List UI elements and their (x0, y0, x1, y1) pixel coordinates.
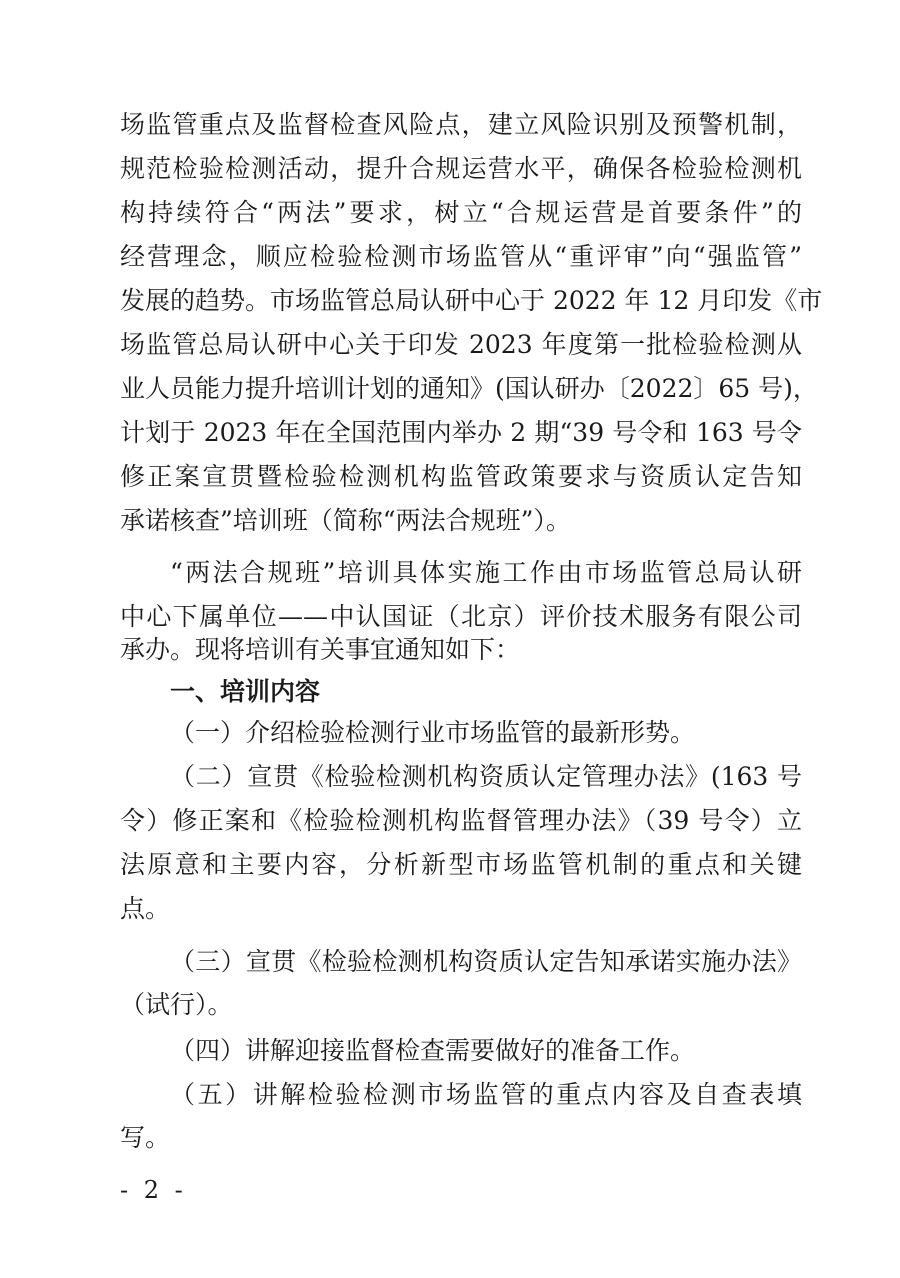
text-line: 计划于 2023 年在全国范围内举办 2 期“39 号令和 163 号令 (120, 418, 802, 447)
text-line: 修正案宣贯暨检验检测机构监管政策要求与资质认定告知 (120, 462, 802, 491)
text-line: 写。 (120, 1123, 171, 1152)
text-line: 场监管总局认研中心关于印发 2023 年度第一批检验检测从 (120, 330, 802, 359)
section-heading: 一、培训内容 (170, 677, 321, 706)
text-line: （试行）。 (120, 990, 233, 1019)
text-line: 承诺核查”培训班（简称“两法合规班”）。 (120, 506, 571, 535)
text-line: 承办。现将培训有关事宜通知如下： (120, 635, 521, 664)
text-line: 法原意和主要内容，分析新型市场监管机制的重点和关键 (120, 850, 802, 879)
text-line: 经营理念，顺应检验检测市场监管从“重评审”向“强监管” (120, 242, 802, 271)
text-line: （二）宣贯《检验检测机构资质认定管理办法》(163 号 (170, 762, 802, 791)
text-line: 构持续符合“两法”要求，树立“合规运营是首要条件”的 (120, 198, 802, 227)
text-line: “两法合规班”培训具体实施工作由市场监管总局认研 (170, 558, 802, 587)
text-line: 规范检验检测活动，提升合规运营水平，确保各检验检测机 (120, 154, 802, 183)
text-line: 令）修正案和《检验检测机构监督管理办法》（39 号令）立 (120, 806, 802, 835)
text-line: 发展的趋势。市场监管总局认研中心于 2022 年 12 月印发《市 (120, 286, 823, 315)
text-line: （一）介绍检验检测行业市场监管的最新形势。 (170, 718, 696, 747)
text-line: 业人员能力提升培训计划的通知》(国认研办〔2022〕65 号)， (120, 374, 818, 403)
text-line: （五）讲解检验检测市场监管的重点内容及自查表填 (170, 1080, 802, 1109)
text-line: 场监管重点及监督检查风险点，建立风险识别及预警机制， (120, 110, 802, 139)
text-line: 中心下属单位——中认国证（北京）评价技术服务有限公司 (120, 602, 802, 631)
text-line: （三）宣贯《检验检测机构资质认定告知承诺实施办法》 (170, 947, 802, 976)
text-line: 点。 (120, 894, 171, 923)
page-number: - 2 - (120, 1176, 187, 1204)
text-line: （四）讲解迎接监督检查需要做好的准备工作。 (170, 1036, 696, 1065)
